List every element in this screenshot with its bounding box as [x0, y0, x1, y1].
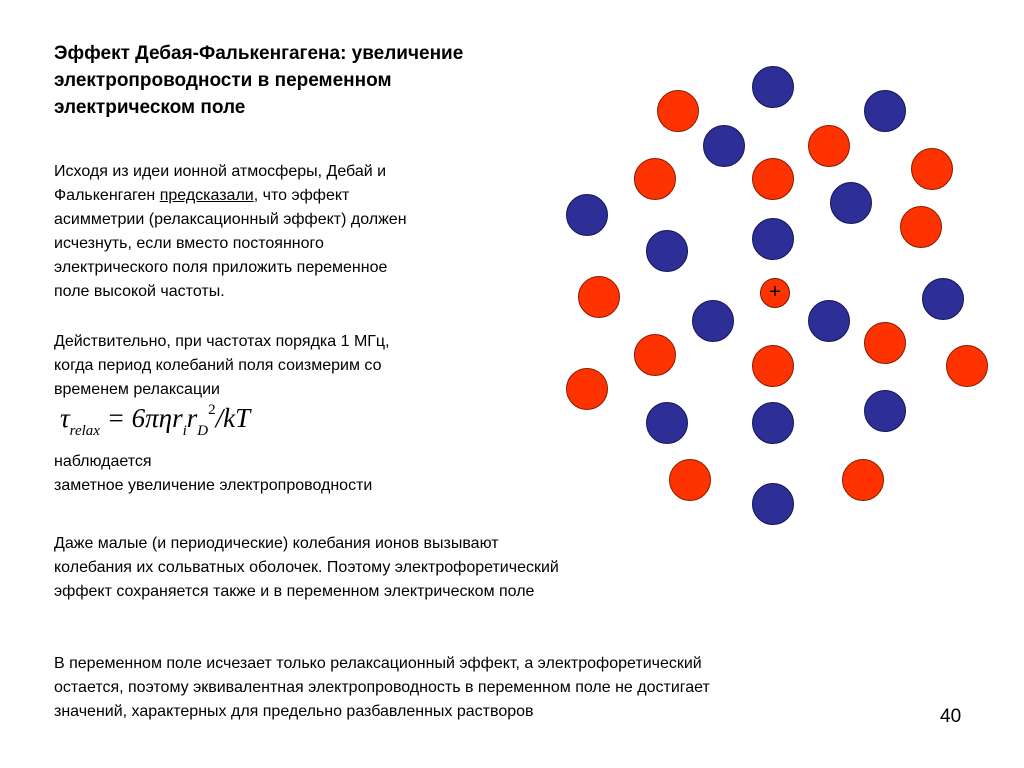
relaxation-time-formula: [60, 402, 251, 439]
paragraph-prediction-part-a: Исходя из идеи ионной атмосферы, Дебай и Фалькенгаген: [54, 163, 387, 204]
cation-circle: [911, 148, 953, 190]
cation-circle: [842, 459, 884, 501]
cation-circle: [808, 125, 850, 167]
slide-title: Эффект Дебая-Фалькенгагена: увеличение электропроводности в переменном электрическом поле: [54, 43, 464, 118]
cation-circle: [669, 459, 711, 501]
paragraph-prediction: [54, 160, 407, 304]
paragraph-electrophoretic: Даже малые (и периодические) колебания ионов вызывают колебания их сольватных оболочек. Поэтому электрофоретический эффект сохраняется также и в переменном электрическом поле: [54, 535, 559, 600]
cation-circle: [752, 345, 794, 387]
formula-sup-2: 2: [208, 402, 216, 418]
anion-circle: [922, 278, 964, 320]
cation-circle: [900, 206, 942, 248]
anion-circle: [703, 125, 745, 167]
paragraph-conclusion: В переменном поле исчезает только релаксационный эффект, а электрофоретический остается, поэтому эквивалентная электропроводность в переменном поле не достигает значений, характерных для предельно разбавленных растворов: [54, 655, 710, 720]
anion-circle: [864, 90, 906, 132]
formula-r: r: [186, 403, 198, 433]
cation-circle: [946, 345, 988, 387]
paragraph-observation: наблюдается заметное увеличение электропроводности: [54, 453, 373, 494]
anion-circle: [864, 390, 906, 432]
anion-circle: [646, 402, 688, 444]
underlined-word: предсказали: [159, 187, 254, 204]
cation-circle: [657, 90, 699, 132]
formula-sub-relax: relax: [69, 423, 100, 439]
cation-circle: [634, 158, 676, 200]
formula-sub-i: i: [182, 423, 187, 439]
cation-circle: [634, 334, 676, 376]
anion-circle: [808, 300, 850, 342]
formula-eq: = 6πηr: [99, 403, 183, 433]
anion-circle: [566, 194, 608, 236]
anion-circle: [692, 300, 734, 342]
anion-circle: [646, 230, 688, 272]
page-number: 40: [940, 706, 962, 727]
paragraph-prediction-part-b: , что эффект асимметрии (релаксационный эффект) должен исчезнуть, если вместо постоянного электрического поля приложить переменное поле высокой частоты.: [54, 187, 407, 300]
ionic-atmosphere-diagram: [560, 60, 1000, 530]
anion-circle: [752, 218, 794, 260]
anion-circle: [752, 66, 794, 108]
anion-circle: [752, 483, 794, 525]
paragraph-frequency: Действительно, при частотах порядка 1 МГц, когда период колебаний поля соизмерим со временем релаксации: [54, 333, 390, 398]
cation-circle: [864, 322, 906, 364]
anion-circle: [752, 402, 794, 444]
anion-circle: [830, 182, 872, 224]
cation-circle: [752, 158, 794, 200]
cation-circle: [566, 368, 608, 410]
formula-sub-d: D: [197, 423, 209, 439]
formula-tail: /kT: [215, 403, 251, 433]
central-cation: +: [760, 278, 790, 308]
cation-circle: [578, 276, 620, 318]
formula-tau: τ: [60, 403, 70, 433]
